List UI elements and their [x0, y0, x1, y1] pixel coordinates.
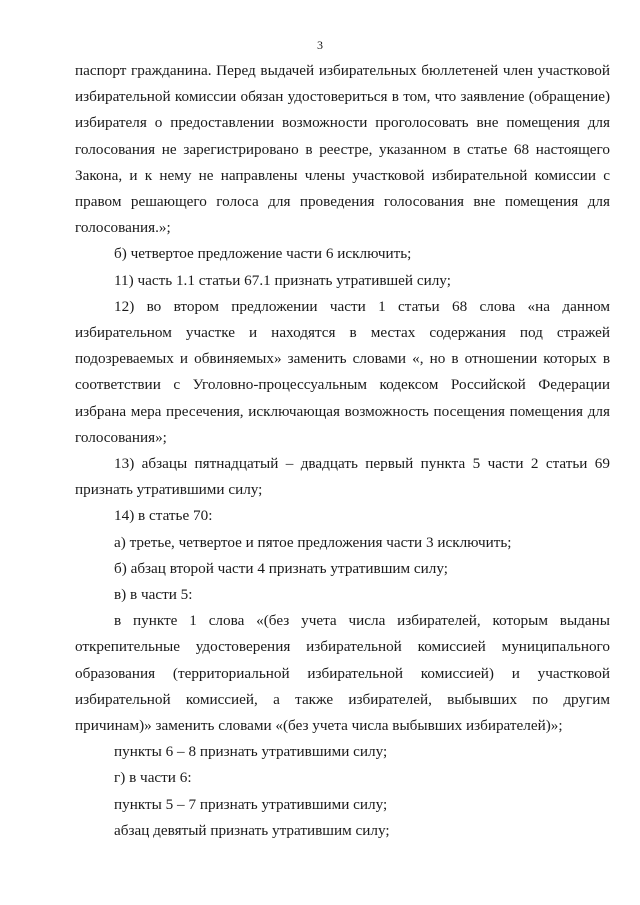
paragraph-item-13: 13) абзацы пятнадцатый – двадцать первый пункта 5 части 2 статьи 69 признать утратившими силу; [75, 455, 610, 499]
paragraph-continuation: паспорт гражданина. Перед выдачей избирательных бюллетеней член участковой избирательной комиссии обязан удостовериться в том, что заявление (обращение) избирателя о предоставлении возможности проголосовать вне помещения для голосования не зарегистрировано в реестре, указанном в статье 68 настоящего Закона, и к нему не направлены члены участковой избирательной комиссии с правом решающего голоса для проведения голосования вне помещения для голосования.»; [75, 62, 610, 237]
paragraph-item-v: в) в части 5: [114, 586, 193, 604]
paragraph-ninth-abzac: абзац девятый признать утратившим силу; [114, 821, 390, 839]
paragraph-item-a: а) третье, четвертое и пятое предложения части 3 исключить; [114, 533, 512, 551]
document-body [75, 58, 610, 844]
paragraph-item-b-2: б) абзац второй части 4 признать утратившим силу; [114, 559, 448, 577]
paragraph-item-12: 12) во втором предложении части 1 статьи 68 слова «на данном избирательном участке и находятся в местах содержания под стражей подозреваемых и обвиняемых» заменить словами «, но в отношении которых в соответствии с Уголовно-процессуальным кодексом Российской Федерации избрана мера пресечения, исключающая возможность посещения помещения для голосования»; [75, 297, 610, 446]
page-number: 3 [317, 38, 323, 52]
paragraph-item-g: г) в части 6: [114, 769, 192, 787]
paragraph-point-1: в пункте 1 слова «(без учета числа избирателей, которым выданы открепительные удостоверения избирательной комиссией муниципального образования (территориальной избирательной комиссией) и участковой избирательной комиссией, а также избирателей, выбывших по другим причинам)» заменить словами «(без учета числа выбывших избирателей)»; [75, 612, 610, 735]
paragraph-points-5-7: пункты 5 – 7 признать утратившими силу; [114, 795, 388, 813]
paragraph-item-b: б) четвертое предложение части 6 исключить; [114, 245, 412, 263]
paragraph-item-14: 14) в статье 70: [114, 507, 213, 525]
paragraph-points-6-8: пункты 6 – 8 признать утратившими силу; [114, 743, 388, 761]
paragraph-item-11: 11) часть 1.1 статьи 67.1 признать утратившей силу; [114, 271, 451, 289]
